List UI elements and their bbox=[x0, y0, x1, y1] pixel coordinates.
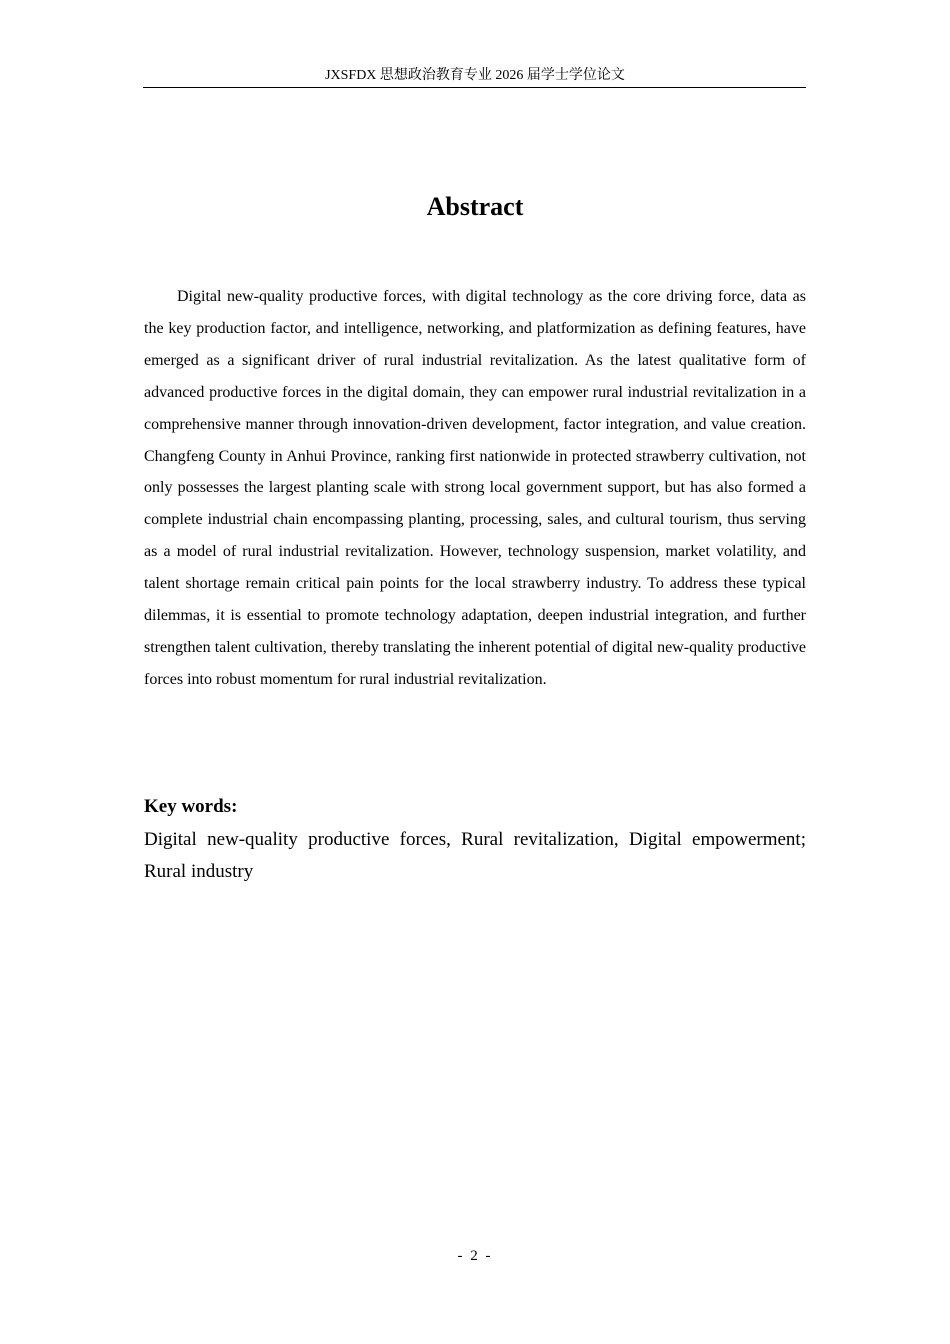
abstract-title: Abstract bbox=[426, 192, 524, 221]
running-header: JXSFDX 思想政治教育专业 2026 届学士学位论文 bbox=[325, 68, 625, 83]
abstract-body: Digital new-quality productive forces, with digital technology as the core driving force, data as the key production factor, and intelligence, networking, and platformization as defining features, have emerged as a significant driver of rural industrial revitalization. As the latest qualitative form of advanced productive forces in the digital domain, they can empower rural industrial revitalization in a comprehensive manner through innovation-driven development, factor integration, and value creation. Changfeng County in Anhui Province, ranking first nationwide in protected strawberry cultivation, not only possesses the largest planting scale with strong local government support, but has also formed a complete industrial chain encompassing planting, processing, sales, and cultural tourism, thus serving as a model of rural industrial revitalization. However, technology suspension, market volatility, and talent shortage remain critical pain points for the local strawberry industry. To address these typical dilemmas, it is essential to promote technology adaptation, deepen industrial integration, and further strengthen talent cultivation, thereby translating the inherent potential of digital new-quality productive forces into robust momentum for rural industrial revitalization. bbox=[144, 288, 806, 688]
keywords-label: Key words: bbox=[144, 796, 238, 817]
page-number: - 2 - bbox=[457, 1248, 493, 1264]
keywords-text: Digital new-quality productive forces, Rural revitalization, Digital empowerment; Rural industry bbox=[144, 829, 806, 882]
header-rule bbox=[143, 87, 806, 88]
